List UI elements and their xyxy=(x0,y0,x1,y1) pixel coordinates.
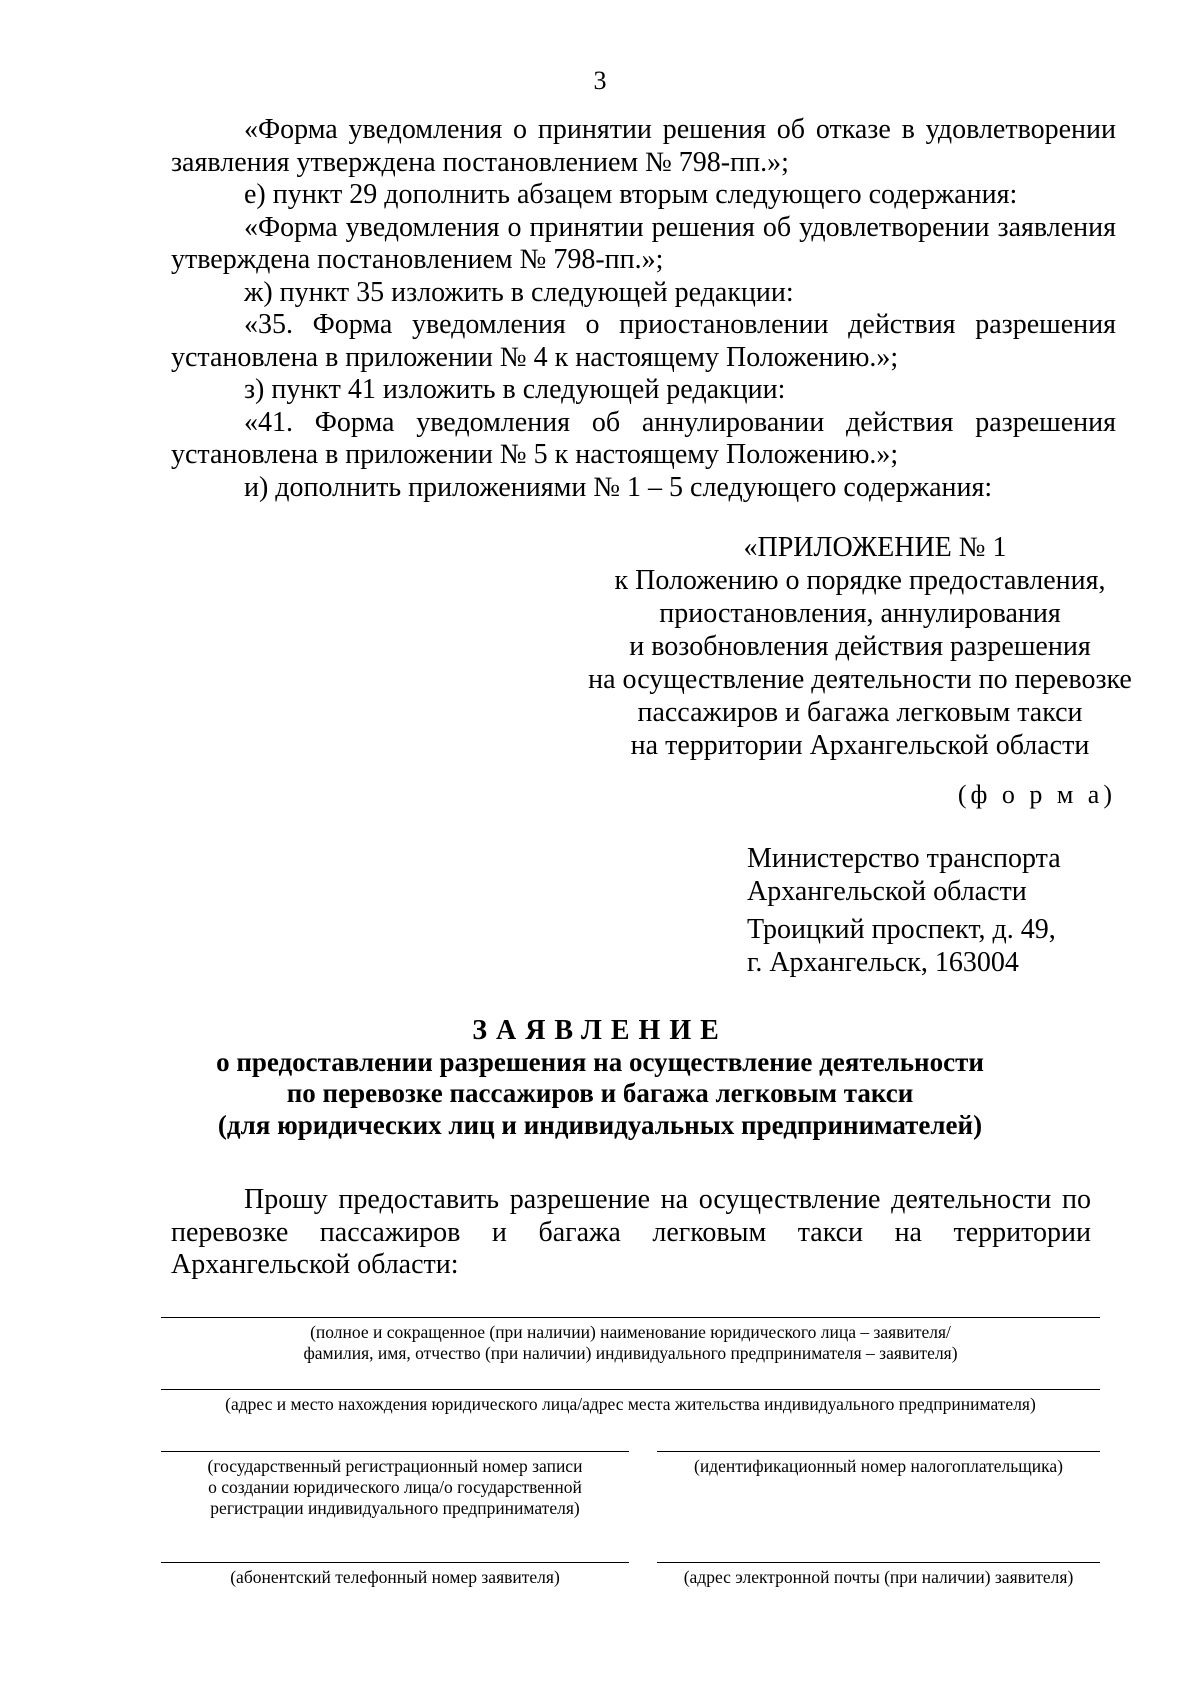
document-title xyxy=(0,1015,1200,1141)
appendix-line: к Положению о порядке предоставления, xyxy=(614,565,1106,596)
name-field-caption: (полное и сокращенное (при наличии) наименование юридического лица – заявителя/ фамилия, имя, отчество (при наличии) индивидуального предпринимателя – заявителя) xyxy=(303,1322,958,1363)
paragraph: е) пункт 29 дополнить абзацем вторым следующего содержания: xyxy=(244,179,1018,210)
inn-field-line[interactable] xyxy=(657,1451,1100,1452)
appendix-line: на территории Архангельской области xyxy=(630,730,1090,761)
addressee-line: г. Архангельск, 163004 xyxy=(747,946,1019,978)
addressee-line: Министерство транспорта xyxy=(747,843,1061,874)
appendix-title: «ПРИЛОЖЕНИЕ № 1 xyxy=(743,532,1007,563)
registration-number-field-caption: (государственный регистрационный номер записи о создании юридического лица/о государственной регистрации индивидуального предпринимателя) xyxy=(207,1456,583,1518)
paragraph: ж) пункт 35 изложить в следующей редакции: xyxy=(244,276,794,308)
paragraph: «Форма уведомления о принятии решения об удовлетворении заявления утверждена постановлением № 798-пп.»; xyxy=(171,211,1116,275)
paragraph: «35. Форма уведомления о приостановлении действия разрешения установлена в приложении № 4 к настоящему Положению.»; xyxy=(171,309,1116,373)
appendix-line: на осуществление деятельности по перевозке xyxy=(588,664,1132,695)
address-field-caption: (адрес и место нахождения юридического лица/адрес места жительства индивидуального предпринимателя) xyxy=(225,1394,1036,1414)
paragraph: «41. Форма уведомления об аннулировании действия разрешения установлена в приложении № 5 к настоящему Положению.»; xyxy=(171,406,1116,470)
appendix-line: и возобновления действия разрешения xyxy=(629,631,1091,662)
paragraph: и) дополнить приложениями № 1 – 5 следующего содержания: xyxy=(244,471,993,503)
name-field-line[interactable] xyxy=(161,1317,1100,1318)
title-line: по перевозке пассажиров и багажа легковым такси xyxy=(286,1078,914,1108)
address-field-line[interactable] xyxy=(161,1389,1100,1390)
phone-field-caption: (абонентский телефонный номер заявителя) xyxy=(230,1567,560,1587)
registration-number-field-line[interactable] xyxy=(161,1451,629,1452)
addressee-line: Троицкий проспект, д. 49, xyxy=(747,914,1056,945)
email-field-line[interactable] xyxy=(657,1562,1100,1563)
appendix-line: пассажиров и багажа легковым такси xyxy=(637,697,1083,728)
appendix-header xyxy=(560,531,1160,762)
appendix-line: приостановления, аннулирования xyxy=(659,598,1061,629)
addressee-line: Архангельской области xyxy=(747,875,1027,907)
title-heading: ЗАЯВЛЕНИЕ xyxy=(472,1015,728,1046)
paragraph: «Форма уведомления о принятии решения об отказе в удовлетворении заявления утверждена постановлением № 798-пп.»; xyxy=(171,114,1116,178)
page-number: 3 xyxy=(593,66,607,95)
title-line: о предоставлении разрешения на осуществление деятельности xyxy=(216,1046,984,1077)
request-text: Прошу предоставить разрешение на осуществление деятельности по перевозке пассажиров и багажа легковым такси на территории Архангельской области: xyxy=(171,1184,1091,1280)
addressee-block xyxy=(747,843,1061,979)
amendment-text xyxy=(171,114,1116,504)
request-block xyxy=(171,1184,1091,1282)
phone-field-line[interactable] xyxy=(161,1562,629,1563)
inn-field-caption: (идентификационный номер налогоплательщика) xyxy=(694,1456,1063,1476)
paragraph: з) пункт 41 изложить в следующей редакции: xyxy=(244,374,786,405)
form-label: (ф о р м а) xyxy=(957,780,1116,809)
title-line: (для юридических лиц и индивидуальных предпринимателей) xyxy=(217,1109,983,1140)
email-field-caption: (адрес электронной почты (при наличии) заявителя) xyxy=(683,1567,1074,1587)
